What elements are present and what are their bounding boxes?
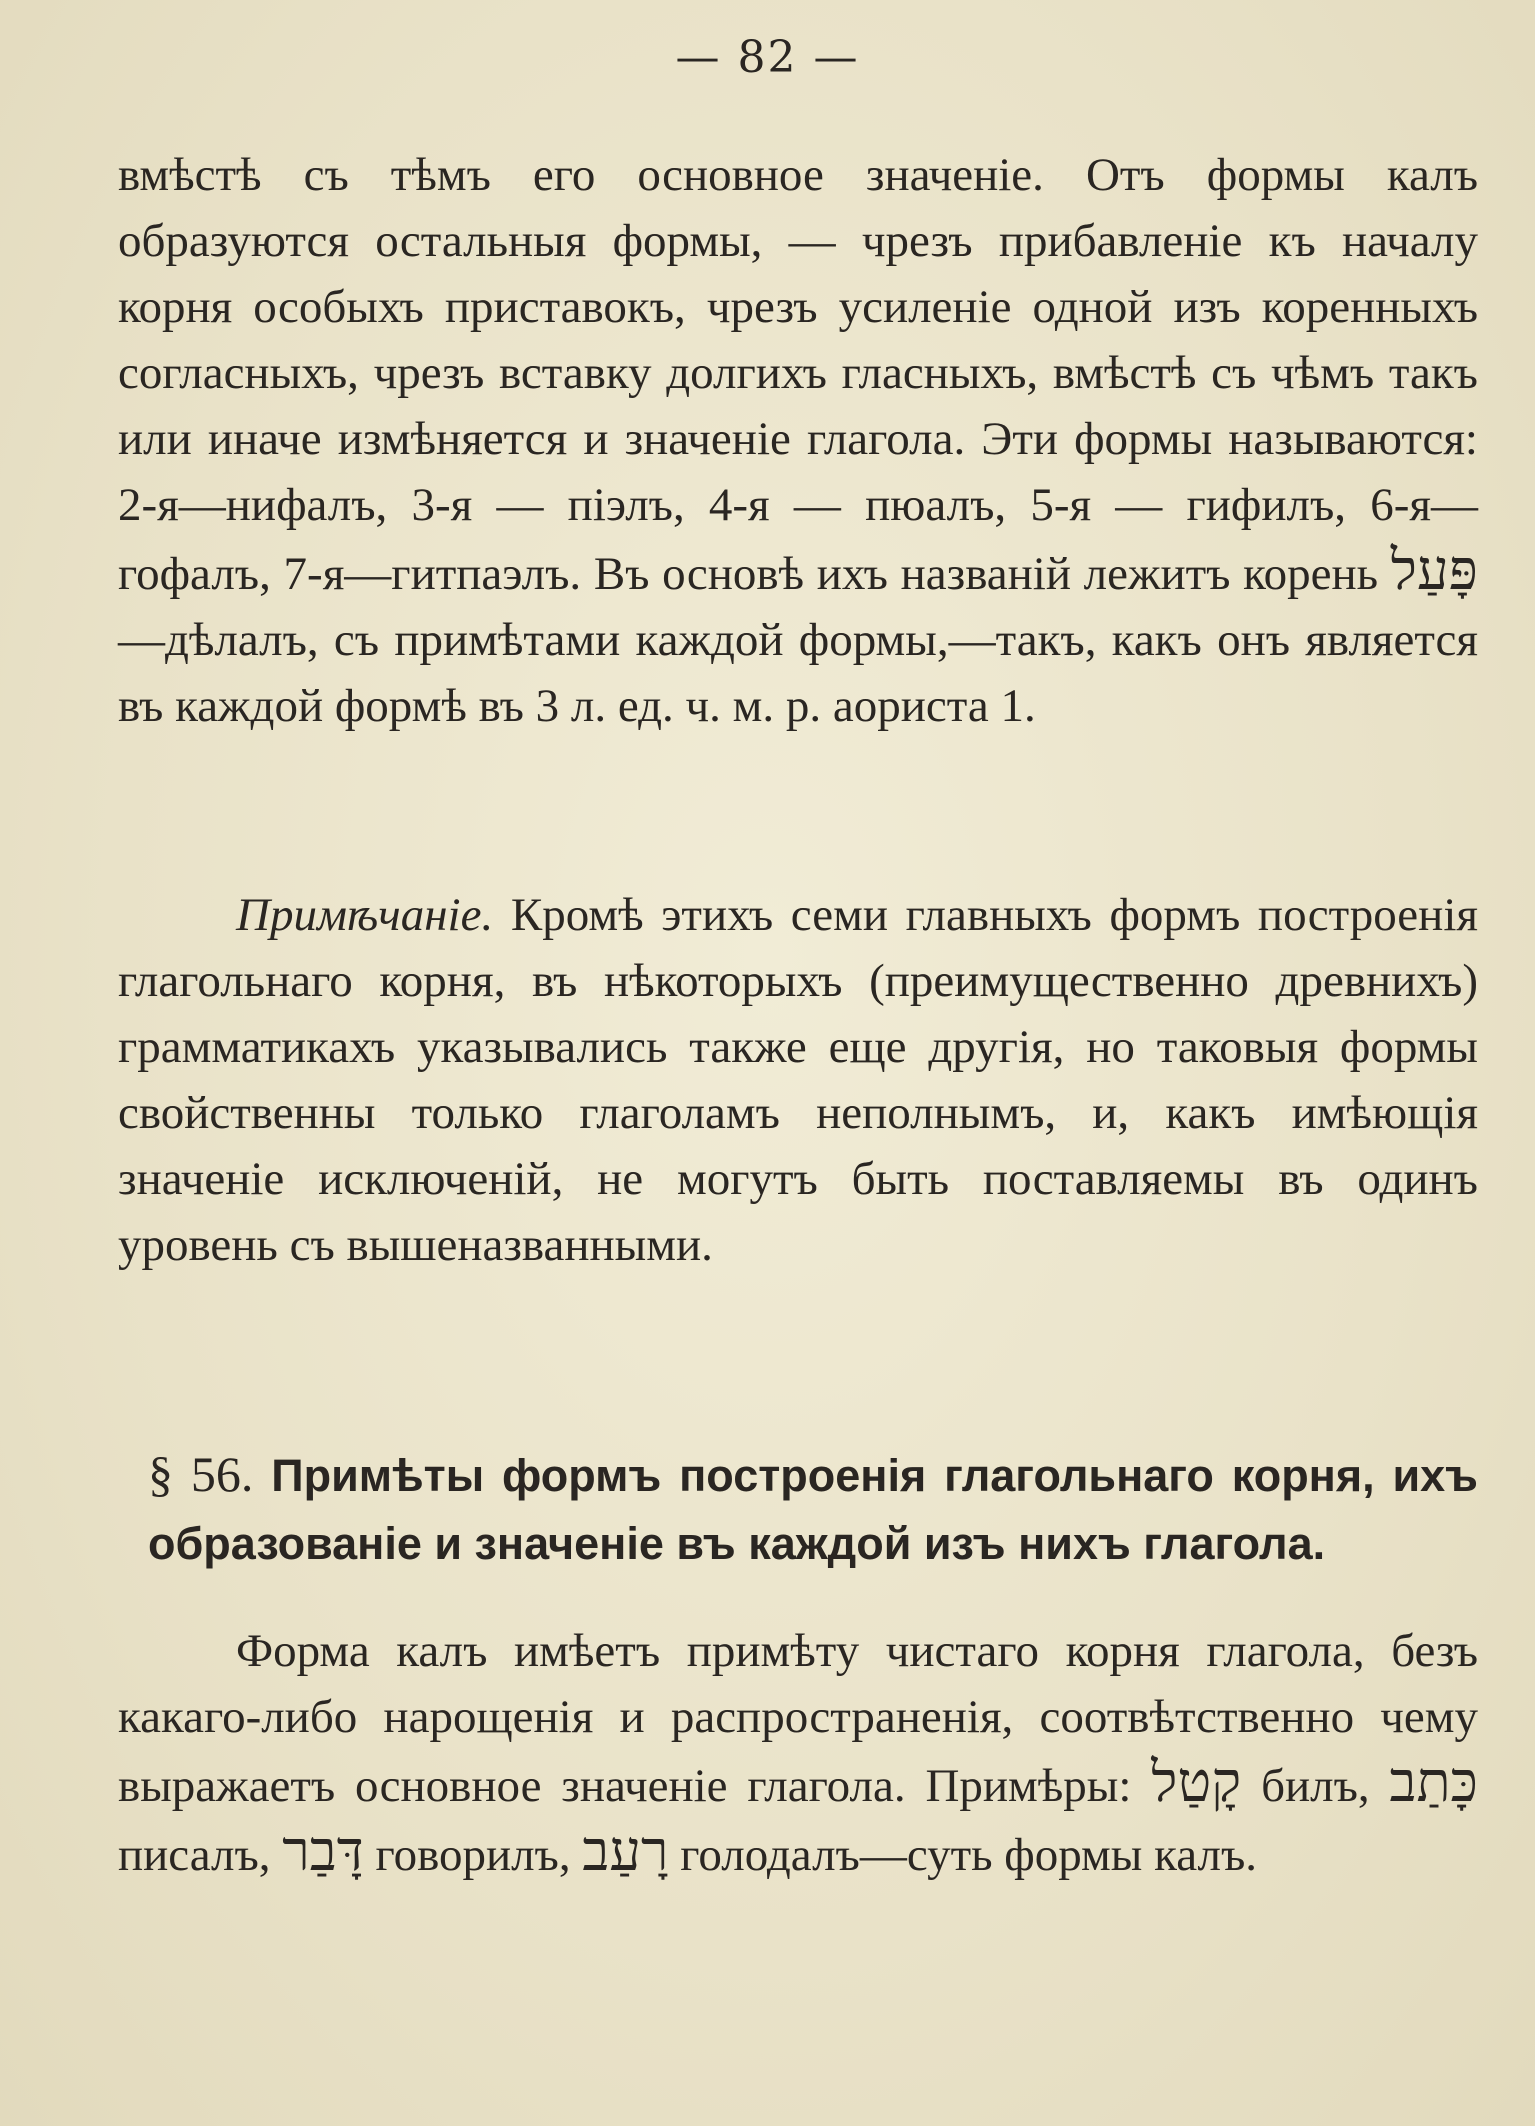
gloss-2: писалъ, <box>118 1829 271 1881</box>
note-label: Примѣчаніе. <box>236 889 494 941</box>
page-number: — 82 — <box>675 32 860 83</box>
note-paragraph <box>118 882 1478 1278</box>
section-number: § 56. <box>148 1446 254 1502</box>
paragraph-2-text-a: Форма калъ имѣетъ примѣту чистаго корня глагола, безъ какаго-либо нарощенія и распространенія, соотвѣтственно чему выражаетъ основное значеніе глагола. Примѣры: <box>118 1625 1478 1812</box>
hebrew-word-davar: דָּבַר <box>282 1819 364 1884</box>
paragraph-verb-forms <box>118 142 1478 739</box>
hebrew-word-katav: כָּתַב <box>1389 1750 1479 1815</box>
hebrew-root-paal: פָּעַל <box>1390 538 1478 603</box>
section-heading <box>148 1440 1478 1578</box>
paragraph-1-text-a: вмѣстѣ съ тѣмъ его основное значеніе. Отъ формы калъ образуются остальныя формы, — чрезъ прибавленіе къ началу корня особыхъ приставокъ, чрезъ усиленіе одной изъ коренныхъ согласныхъ, чрезъ вставку долгихъ гласныхъ, вмѣстѣ съ чѣмъ такъ или иначе измѣняется и значеніе глагола. Эти формы называются: 2-я—нифалъ, 3-я — піэлъ, 4-я — пюалъ, 5-я — гифилъ, 6-я—гофалъ, 7-я—гитпаэлъ. Въ основѣ ихъ названій лежитъ корень <box>118 149 1478 600</box>
gloss-4: голодалъ—суть формы калъ. <box>680 1829 1258 1881</box>
hebrew-word-katal: קָטַל <box>1151 1750 1242 1815</box>
hebrew-word-raav: רָעַב <box>582 1819 669 1884</box>
note-text: Кромѣ этихъ семи главныхъ формъ построенія глагольнаго корня, въ нѣкоторыхъ (преимущественно древнихъ) грамматикахъ указывались также еще другія, но таковыя формы свойственны только глаголамъ неполнымъ, и, какъ имѣющія значеніе исключеній, не могутъ быть поставляемы въ одинъ уровень съ вышеназванными. <box>118 889 1478 1271</box>
paragraph-kal-form <box>118 1618 1478 1888</box>
section-title: Примѣты формъ построенія глагольнаго корня, ихъ образованіе и значеніе въ каждой изъ нихъ глагола. <box>148 1450 1478 1569</box>
gloss-1: билъ, <box>1261 1760 1370 1812</box>
gloss-3: говорилъ, <box>375 1829 571 1881</box>
paragraph-1-text-b: —дѣлалъ, съ примѣтами каждой формы,—такъ, какъ онъ является въ каждой формѣ въ 3 л. ед. ч. м. р. аориста 1. <box>118 614 1478 732</box>
